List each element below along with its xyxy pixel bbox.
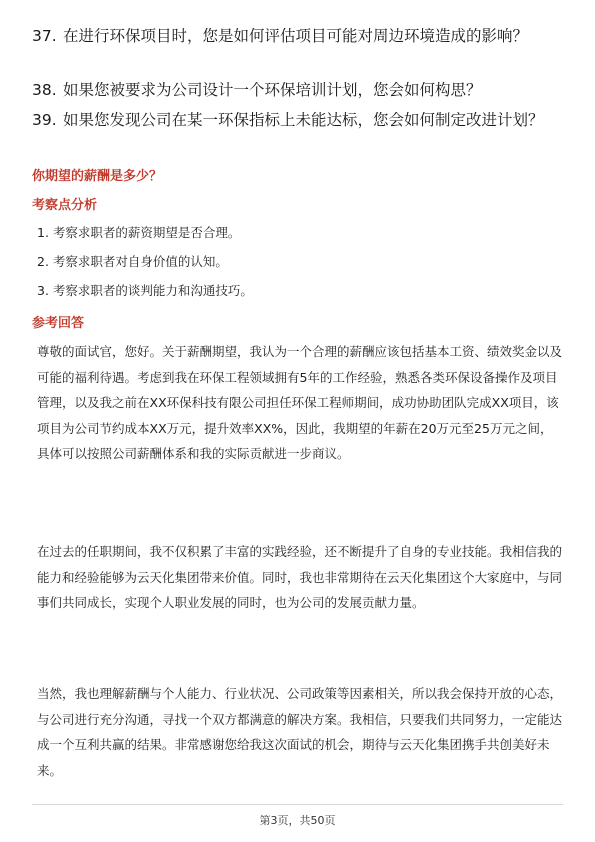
question-text: 如果您被要求为公司设计一个环保培训计划，您会如何构思？ [63,81,482,99]
answer-paragraph: 在过去的任职期间，我不仅积累了丰富的实践经验，还不断提升了自身的专业技能。我相信我的能力和经验能够为云天化集团带来价值。同时，我也非常期待在云天化集团这个大家庭中，与同事们共同成长，实现个人职业发展的同时，也为公司的发展贡献力量。 [37,544,563,610]
analysis-item: 2. 考察求职者对自身价值的认知。 [37,254,228,269]
question-39 [32,108,562,132]
question-text: 在进行环保项目时，您是如何评估项目可能对周边环境造成的影响？ [63,27,529,45]
analysis-item: 1. 考察求职者的薪资期望是否合理。 [37,225,241,240]
question-number: 39. [32,111,57,129]
question-number: 38. [32,81,57,99]
salary-question-title: 你期望的薪酬是多少？ [32,169,163,184]
analysis-title: 考察点分析 [32,198,98,213]
answer-paragraph: 当然，我也理解薪酬与个人能力、行业状况、公司政策等因素相关，所以我会保持开放的心态，与公司进行充分沟通，寻找一个双方都满意的解决方案。我相信，只要我们共同努力，一定能达成一个互利共赢的结果。非常感谢您给我这次面试的机会，期待与云天化集团携手共创美好未来。 [37,686,563,778]
question-38 [32,78,562,102]
question-37 [32,24,562,48]
page-number: 第3页，共50页 [259,814,336,827]
analysis-item: 3. 考察求职者的谈判能力和沟通技巧。 [37,283,253,298]
footer-divider [32,804,563,805]
question-text: 如果您发现公司在某一环保指标上未能达标，您会如何制定改进计划？ [63,111,544,129]
answer-title: 参考回答 [32,316,85,331]
answer-paragraph: 尊敬的面试官，您好。关于薪酬期望，我认为一个合理的薪酬应该包括基本工资、绩效奖金以及可能的福利待遇。考虑到我在环保工程领域拥有5年的工作经验，熟悉各类环保设备操作及项目管理，以及我之前在XX环保科技有限公司担任环保工程师期间，成功协助团队完成XX项目，该项目为公司节约成本XX万元，提升效率XX%，因此，我期望的年薪在20万元至25万元之间，具体可以按照公司薪酬体系和我的实际贡献进一步商议。 [37,344,563,461]
question-number: 37. [32,27,57,45]
